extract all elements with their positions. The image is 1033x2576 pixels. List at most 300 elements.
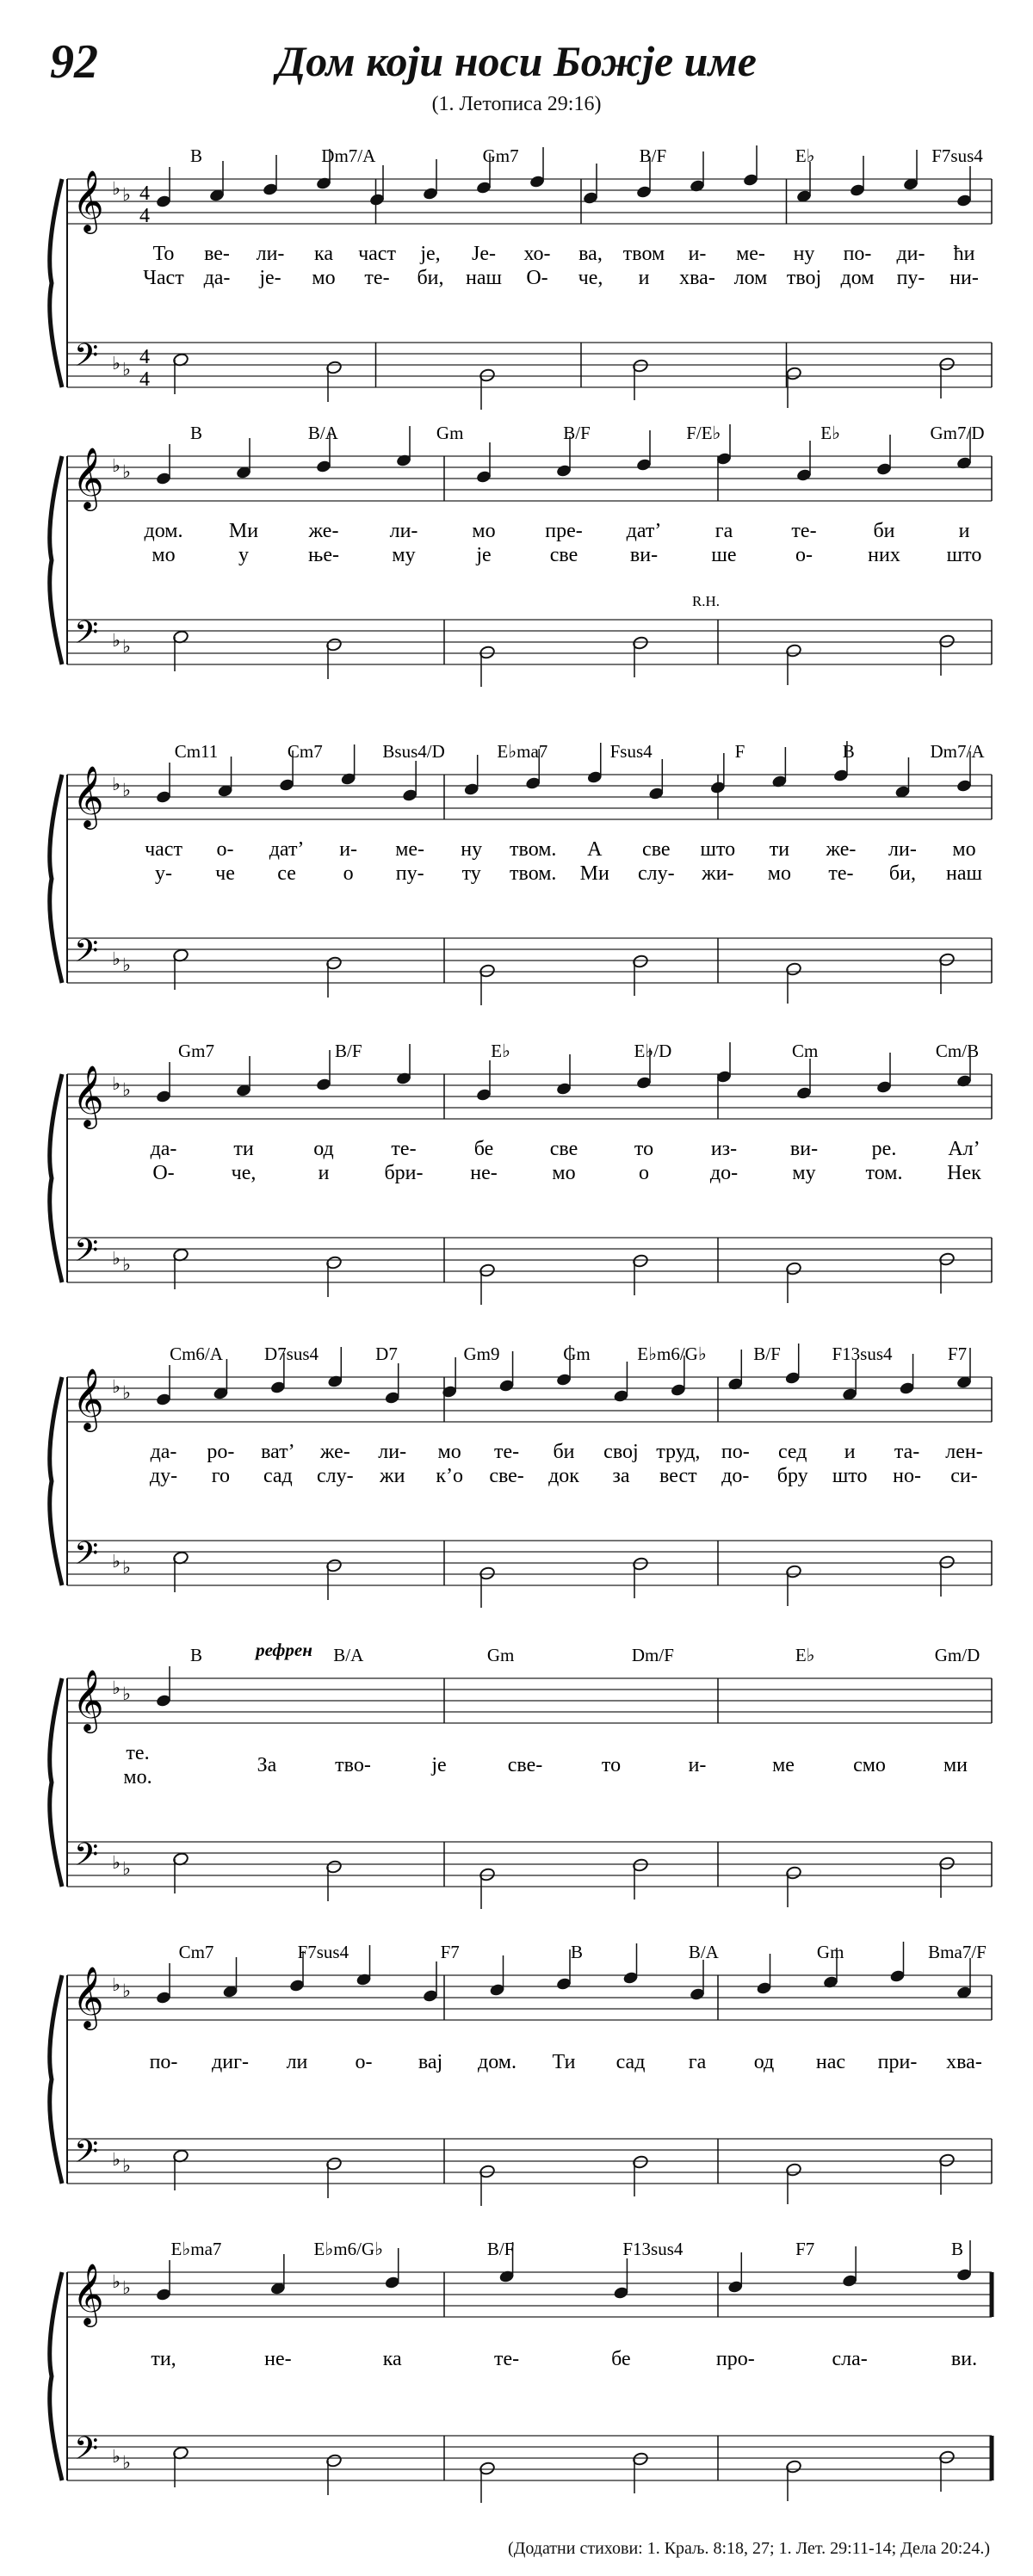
- lyric-syllable: лен-: [945, 1441, 983, 1463]
- bass-clef: 𝄢: [74, 615, 99, 658]
- lyric-syllable: та-: [894, 1441, 920, 1463]
- lyric-syllable: се: [277, 862, 296, 885]
- lyric-syllable: же-: [319, 1441, 350, 1463]
- chord-symbol: B: [842, 741, 855, 762]
- treble-clef: 𝄞: [72, 2265, 104, 2324]
- treble-clef: 𝄞: [72, 1370, 104, 1429]
- lyric-syllable: све: [642, 838, 671, 861]
- lyric-syllable: мо: [552, 1162, 576, 1184]
- lyric-syllable: и-: [688, 243, 707, 265]
- bass-staff: [67, 2139, 992, 2184]
- key-flat: ♭: [112, 774, 121, 794]
- lyric-syllable: би,: [888, 862, 916, 885]
- time-signature-top: 4: [139, 182, 150, 205]
- system-brace: [50, 2272, 62, 2480]
- lyric-syllable: же-: [826, 838, 857, 861]
- key-flat: ♭: [122, 780, 131, 800]
- hand-marker: R.H.: [691, 593, 721, 609]
- lyric-syllable: То: [152, 243, 175, 265]
- system-brace: [50, 1975, 62, 2184]
- song-number: 92: [50, 35, 98, 89]
- chord-symbol: Gm: [816, 1942, 844, 1962]
- lyric-syllable: О-: [152, 1162, 175, 1184]
- lyric-syllable: ми: [943, 1754, 968, 1776]
- lyric-syllable: је: [476, 544, 492, 566]
- lyric-syllable: ви-: [789, 1138, 819, 1160]
- lyric-syllable: ви.: [950, 2348, 978, 2370]
- lyric-syllable: да-: [150, 1138, 177, 1160]
- chord-symbol: B: [189, 145, 203, 166]
- key-flat: ♭: [122, 1858, 131, 1879]
- chord-symbol: B: [570, 1942, 584, 1962]
- time-signature-bottom: 4: [139, 205, 150, 227]
- treble-staff: [67, 1377, 992, 1422]
- chord-symbol: Cm7: [287, 741, 323, 762]
- bass-clef: 𝄢: [74, 2431, 99, 2474]
- chord-symbol: B/F: [753, 1344, 781, 1364]
- system-brace: [50, 1074, 62, 1282]
- lyric-syllable: че,: [578, 267, 603, 289]
- lyric-syllable: бри-: [384, 1162, 424, 1184]
- key-flat: ♭: [122, 1254, 131, 1275]
- key-flat: ♭: [122, 359, 131, 380]
- lyric-syllable: ду-: [149, 1465, 178, 1487]
- key-flat: ♭: [112, 353, 121, 374]
- chord-symbol: B: [189, 1645, 203, 1665]
- lyric-syllable: и: [958, 520, 970, 542]
- lyric-syllable: до-: [721, 1465, 750, 1487]
- lyric-syllable: пре-: [545, 520, 583, 542]
- lyric-syllable: пу-: [395, 862, 424, 885]
- footnote: (Додатни стихови: 1. Краљ. 8:18, 27; 1. Лет. 29:11-14; Дела 20:24.): [508, 2539, 990, 2558]
- key-flat: ♭: [112, 1376, 121, 1397]
- lyric-syllable: и: [844, 1441, 856, 1463]
- lyric-syllable: ви-: [629, 544, 659, 566]
- lyric-syllable: га: [688, 2051, 707, 2073]
- lyric-syllable: о-: [216, 838, 234, 861]
- system-brace: [50, 1377, 62, 1585]
- lyric-syllable: по-: [149, 2051, 178, 2073]
- chord-symbol: B/A: [333, 1645, 364, 1665]
- chord-symbol: B/F: [335, 1041, 362, 1061]
- lyric-syllable: смо: [853, 1754, 886, 1776]
- chord-symbol: B: [950, 2239, 964, 2259]
- key-flat: ♭: [122, 1557, 131, 1578]
- key-flat: ♭: [122, 2155, 131, 2176]
- bass-staff: [67, 2436, 992, 2480]
- chord-symbol: Gm: [486, 1645, 515, 1665]
- treble-clef: 𝄞: [72, 1067, 104, 1126]
- lyric-syllable: твом.: [510, 838, 557, 861]
- bass-staff: [67, 1238, 992, 1282]
- chord-symbol: Dm7/A: [321, 145, 376, 166]
- lyric-syllable: ти: [233, 1138, 254, 1160]
- lyric-syllable: што: [946, 544, 982, 566]
- chord-symbol: Gm: [563, 1344, 591, 1364]
- key-flat: ♭: [112, 178, 121, 199]
- lyric-syllable: ли-: [378, 1441, 407, 1463]
- lyric-syllable: го: [211, 1465, 231, 1487]
- lyric-syllable: свој: [603, 1441, 639, 1463]
- lyric-syllable: дом.: [144, 520, 183, 542]
- chord-symbol: Gm: [436, 423, 464, 443]
- lyric-syllable: ват’: [261, 1441, 295, 1463]
- treble-clef: 𝄞: [72, 449, 104, 508]
- lyric-syllable: све: [549, 1138, 578, 1160]
- chord-symbol: B/F: [486, 2239, 515, 2259]
- chord-symbol: F/E♭: [686, 423, 721, 443]
- lyric-syllable: вест: [659, 1465, 697, 1487]
- key-flat: ♭: [112, 948, 121, 969]
- lyric-syllable: хва-: [946, 2051, 982, 2073]
- key-flat: ♭: [112, 630, 121, 651]
- time-signature-bottom: 4: [139, 368, 150, 391]
- chord-symbol: F13sus4: [622, 2239, 684, 2259]
- key-flat: ♭: [112, 1852, 121, 1873]
- chord-symbol: Gm/D: [934, 1645, 980, 1665]
- lyric-syllable: о: [639, 1162, 649, 1184]
- key-flat: ♭: [122, 636, 131, 657]
- lyric-syllable: све-: [507, 1754, 543, 1776]
- bass-clef: 𝄢: [74, 934, 99, 976]
- key-flat: ♭: [112, 1974, 121, 1995]
- lyric-syllable: лом: [733, 267, 768, 289]
- chord-symbol: Dm7/A: [930, 741, 985, 762]
- lyric-syllable: твом: [622, 243, 665, 265]
- lyric-syllable: сед: [777, 1441, 807, 1463]
- lyric-syllable: че: [215, 862, 235, 885]
- lyric-syllable: по-: [721, 1441, 750, 1463]
- scripture-reference: (1. Летописа 29:16): [431, 93, 602, 115]
- lyric-syllable: ка: [314, 243, 333, 265]
- lyric-syllable: ва,: [578, 243, 603, 265]
- lyric-syllable: то: [601, 1754, 622, 1776]
- lyric-syllable: све: [549, 544, 578, 566]
- chord-symbol: F7: [947, 1344, 968, 1364]
- chord-symbol: Cm/B: [935, 1041, 980, 1061]
- lyric-syllable: за: [612, 1465, 630, 1487]
- lyric-syllable: мо: [767, 862, 791, 885]
- lyric-syllable: тво-: [335, 1754, 371, 1776]
- chord-symbol: B/F: [639, 145, 667, 166]
- key-flat: ♭: [112, 455, 121, 476]
- chord-symbol: F7sus4: [297, 1942, 349, 1962]
- lyric-syllable: о-: [795, 544, 813, 566]
- lyric-syllable: од: [313, 1138, 334, 1160]
- bass-staff: [67, 620, 992, 664]
- chord-symbol: E♭: [795, 1645, 815, 1665]
- system-brace: [50, 775, 62, 983]
- lyric-syllable: мо: [472, 520, 496, 542]
- lyric-syllable: ве-: [204, 243, 230, 265]
- bass-clef: 𝄢: [74, 1233, 99, 1276]
- lyric-syllable: сла-: [832, 2348, 868, 2370]
- key-flat: ♭: [112, 1248, 121, 1269]
- lyric-syllable: дом: [840, 267, 875, 289]
- lyric-syllable: му: [792, 1162, 816, 1184]
- lyric-syllable: ре.: [871, 1138, 897, 1160]
- lyric-syllable: О-: [526, 267, 548, 289]
- lyric-syllable: ди-: [896, 243, 925, 265]
- lyric-syllable: те-: [494, 2348, 520, 2370]
- system-brace: [50, 179, 62, 387]
- key-flat: ♭: [122, 2452, 131, 2473]
- lyric-syllable: би: [873, 520, 895, 542]
- lyric-syllable: диг-: [212, 2051, 249, 2073]
- lyric-syllable: мо: [312, 267, 336, 289]
- lyric-syllable: и: [638, 267, 650, 289]
- lyric-syllable: слу-: [637, 862, 675, 885]
- lyric-syllable: ли-: [389, 520, 418, 542]
- lyric-syllable: не-: [264, 2348, 292, 2370]
- lyric-syllable: ше: [711, 544, 737, 566]
- lyric-syllable: нас: [815, 2051, 846, 2073]
- system-brace: [50, 456, 62, 664]
- key-flat: ♭: [122, 184, 131, 205]
- lyric-syllable: жи-: [702, 862, 734, 885]
- lyric-syllable: ме-: [395, 838, 425, 861]
- key-flat: ♭: [112, 1073, 121, 1094]
- treble-clef: 𝄞: [72, 172, 104, 231]
- lyric-syllable: Ал’: [948, 1138, 980, 1160]
- lyric-syllable: бру: [776, 1465, 808, 1487]
- lyric-syllable: би,: [417, 267, 444, 289]
- lyric-syllable: о: [343, 862, 354, 885]
- lyric-syllable: мо: [437, 1441, 461, 1463]
- lyric-syllable: вај: [418, 2051, 443, 2073]
- lyric-syllable: ли: [286, 2051, 308, 2073]
- lyric-syllable: да-: [150, 1441, 177, 1463]
- chord-symbol: Dm/F: [631, 1645, 674, 1665]
- lyric-syllable: труд,: [656, 1441, 701, 1463]
- lyric-syllable: до-: [709, 1162, 739, 1184]
- lyric-syllable: ти,: [151, 2348, 176, 2370]
- chord-symbol: Bma7/F: [928, 1942, 987, 1962]
- bass-clef: 𝄢: [74, 1838, 99, 1880]
- lyric-syllable: А: [587, 838, 603, 861]
- chord-symbol: F7sus4: [931, 145, 983, 166]
- lyric-syllable: ро-: [207, 1441, 235, 1463]
- lyric-syllable: ме-: [736, 243, 765, 265]
- lyric-syllable: част: [358, 243, 396, 265]
- lyric-syllable: наш: [946, 862, 982, 885]
- lyric-syllable: Част: [143, 267, 184, 289]
- lyric-syllable: што: [832, 1465, 868, 1487]
- key-flat: ♭: [122, 1382, 131, 1403]
- bass-staff: [67, 938, 992, 983]
- key-flat: ♭: [122, 461, 131, 482]
- chord-symbol: B: [189, 423, 203, 443]
- lyric-syllable: си-: [950, 1465, 978, 1487]
- key-flat: ♭: [122, 2277, 131, 2298]
- chord-symbol: Bsus4/D: [382, 741, 445, 762]
- key-flat: ♭: [122, 1980, 131, 2001]
- key-flat: ♭: [122, 1683, 131, 1704]
- lyric-syllable: же-: [308, 520, 339, 542]
- bass-clef: 𝄢: [74, 1536, 99, 1578]
- lyric-syllable: Је-: [472, 243, 496, 265]
- lyric-syllable: од: [753, 2051, 775, 2073]
- treble-staff: [67, 456, 992, 501]
- chord-symbol: Cm7: [178, 1942, 214, 1962]
- lyric-syllable: ли-: [888, 838, 917, 861]
- lyric-syllable: ли-: [256, 243, 285, 265]
- chord-symbol: Gm7/D: [930, 423, 985, 443]
- chord-symbol: F: [734, 741, 745, 762]
- system-brace: [50, 1678, 62, 1887]
- chord-symbol: E♭ma7: [170, 2239, 222, 2259]
- treble-clef: 𝄞: [72, 768, 104, 826]
- lyric-syllable: док: [548, 1465, 579, 1487]
- lyric-syllable: ну: [461, 838, 483, 861]
- treble-staff: [67, 1074, 992, 1119]
- lyric-syllable: и: [318, 1162, 330, 1184]
- lyric-syllable: је,: [420, 243, 441, 265]
- bass-clef: 𝄢: [74, 338, 99, 380]
- lyric-syllable: бе: [611, 2348, 631, 2370]
- key-flat: ♭: [112, 1677, 121, 1698]
- lyric-syllable: је: [431, 1754, 447, 1776]
- treble-clef: 𝄞: [72, 1968, 104, 2027]
- chord-symbol: E♭ma7: [497, 741, 548, 762]
- lyric-syllable: Ми: [228, 520, 259, 542]
- lyric-syllable: дат’: [626, 520, 662, 542]
- lyric-syllable: ти: [769, 838, 790, 861]
- key-flat: ♭: [112, 1551, 121, 1572]
- time-signature-top: 4: [139, 346, 150, 368]
- lyric-syllable: пу-: [896, 267, 925, 289]
- lyric-syllable: ту: [461, 862, 481, 885]
- chord-symbol: Gm7: [482, 145, 519, 166]
- lyric-syllable: про-: [715, 2348, 755, 2370]
- lyric-syllable: ни-: [949, 267, 979, 289]
- lyric-syllable: хва-: [679, 267, 715, 289]
- lyric-syllable: жи: [379, 1465, 405, 1487]
- lyric-syllable: ћи: [953, 243, 975, 265]
- lyric-syllable: не-: [470, 1162, 498, 1184]
- chord-symbol: E♭: [491, 1041, 510, 1061]
- chord-symbol: E♭m6/G♭: [637, 1344, 707, 1364]
- lyric-syllable: те-: [828, 862, 854, 885]
- lyric-syllable: и-: [688, 1754, 707, 1776]
- lyric-syllable: те-: [494, 1441, 520, 1463]
- treble-staff: [67, 1975, 992, 2020]
- chord-symbol: E♭/D: [634, 1041, 672, 1061]
- lyric-syllable: мо.: [123, 1766, 152, 1788]
- key-flat: ♭: [112, 2149, 121, 2170]
- lyric-syllable: част: [145, 838, 182, 861]
- lyric-syllable: слу-: [316, 1465, 354, 1487]
- chord-symbol: F13sus4: [832, 1344, 893, 1364]
- chord-symbol: Gm7: [178, 1041, 214, 1061]
- lyric-syllable: при-: [877, 2051, 918, 2073]
- lyric-syllable: че,: [231, 1162, 257, 1184]
- chord-symbol: Cm11: [174, 741, 219, 762]
- lyric-syllable: наш: [466, 267, 502, 289]
- lyric-syllable: За: [257, 1754, 277, 1776]
- treble-staff: [67, 1678, 992, 1723]
- key-flat: ♭: [122, 954, 131, 975]
- lyric-syllable: и-: [339, 838, 358, 861]
- lyric-syllable: што: [700, 838, 736, 861]
- lyric-syllable: Ти: [552, 2051, 576, 2073]
- chord-symbol: E♭m6/G♭: [313, 2239, 384, 2259]
- lyric-syllable: мо: [152, 544, 176, 566]
- lyric-syllable: у: [238, 544, 249, 566]
- lyric-syllable: ну: [793, 243, 815, 265]
- lyric-syllable: по-: [843, 243, 872, 265]
- lyric-syllable: хо-: [523, 243, 551, 265]
- chord-symbol: Gm9: [463, 1344, 500, 1364]
- lyric-syllable: твом.: [510, 862, 557, 885]
- lyric-syllable: му: [392, 544, 416, 566]
- lyric-syllable: мо: [952, 838, 976, 861]
- lyric-syllable: те-: [391, 1138, 417, 1160]
- chord-symbol: D7sus4: [263, 1344, 319, 1364]
- lyric-syllable: сад: [615, 2051, 646, 2073]
- chord-symbol: E♭: [820, 423, 841, 443]
- lyric-syllable: те-: [364, 267, 390, 289]
- chord-symbol: Fsus4: [609, 741, 653, 762]
- chord-symbol: D7: [375, 1344, 398, 1364]
- lyric-syllable: је-: [259, 267, 281, 289]
- lyric-syllable: них: [868, 544, 900, 566]
- lyric-syllable: те.: [126, 1742, 150, 1764]
- lyric-syllable: том.: [865, 1162, 903, 1184]
- lyric-syllable: ње-: [308, 544, 339, 566]
- song-title: Дом који носи Божје име: [276, 37, 757, 85]
- lyric-syllable: но-: [893, 1465, 921, 1487]
- key-flat: ♭: [112, 2446, 121, 2467]
- chord-symbol: B/F: [563, 423, 591, 443]
- treble-staff: [67, 179, 992, 224]
- lyric-syllable: да-: [203, 267, 231, 289]
- lyric-syllable: то: [634, 1138, 654, 1160]
- lyric-syllable: га: [714, 520, 733, 542]
- lyric-syllable: ка: [382, 2348, 402, 2370]
- lyric-syllable: твој: [786, 267, 822, 289]
- chord-symbol: E♭: [795, 145, 815, 166]
- lyric-syllable: Нек: [947, 1162, 981, 1184]
- chord-symbol: B/A: [688, 1942, 719, 1962]
- lyric-syllable: ме: [772, 1754, 795, 1776]
- chord-symbol: Cm6/A: [170, 1344, 223, 1364]
- key-flat: ♭: [122, 1079, 131, 1100]
- bass-clef: 𝄢: [74, 2134, 99, 2177]
- bass-staff: [67, 343, 992, 387]
- bass-staff: [67, 1541, 992, 1585]
- lyric-syllable: Ми: [579, 862, 609, 885]
- lyric-syllable: би: [553, 1441, 575, 1463]
- lyric-syllable: дат’: [269, 838, 305, 861]
- lyric-syllable: бе: [473, 1138, 494, 1160]
- lyric-syllable: сад: [263, 1465, 293, 1487]
- treble-clef: 𝄞: [72, 1671, 104, 1730]
- lyric-syllable: те-: [791, 520, 817, 542]
- chord-symbol: F7: [795, 2239, 815, 2259]
- lyric-syllable: све-: [489, 1465, 524, 1487]
- refrain-label: рефрен: [256, 1640, 312, 1660]
- chord-symbol: B/A: [307, 423, 338, 443]
- lyric-syllable: из-: [710, 1138, 738, 1160]
- key-flat: ♭: [112, 2271, 121, 2292]
- lyric-syllable: к’о: [436, 1465, 463, 1487]
- lyric-syllable: дом.: [478, 2051, 516, 2073]
- lyric-syllable: у-: [155, 862, 172, 885]
- chord-symbol: F7: [440, 1942, 460, 1962]
- bass-staff: [67, 1842, 992, 1887]
- chord-symbol: Cm: [792, 1041, 819, 1061]
